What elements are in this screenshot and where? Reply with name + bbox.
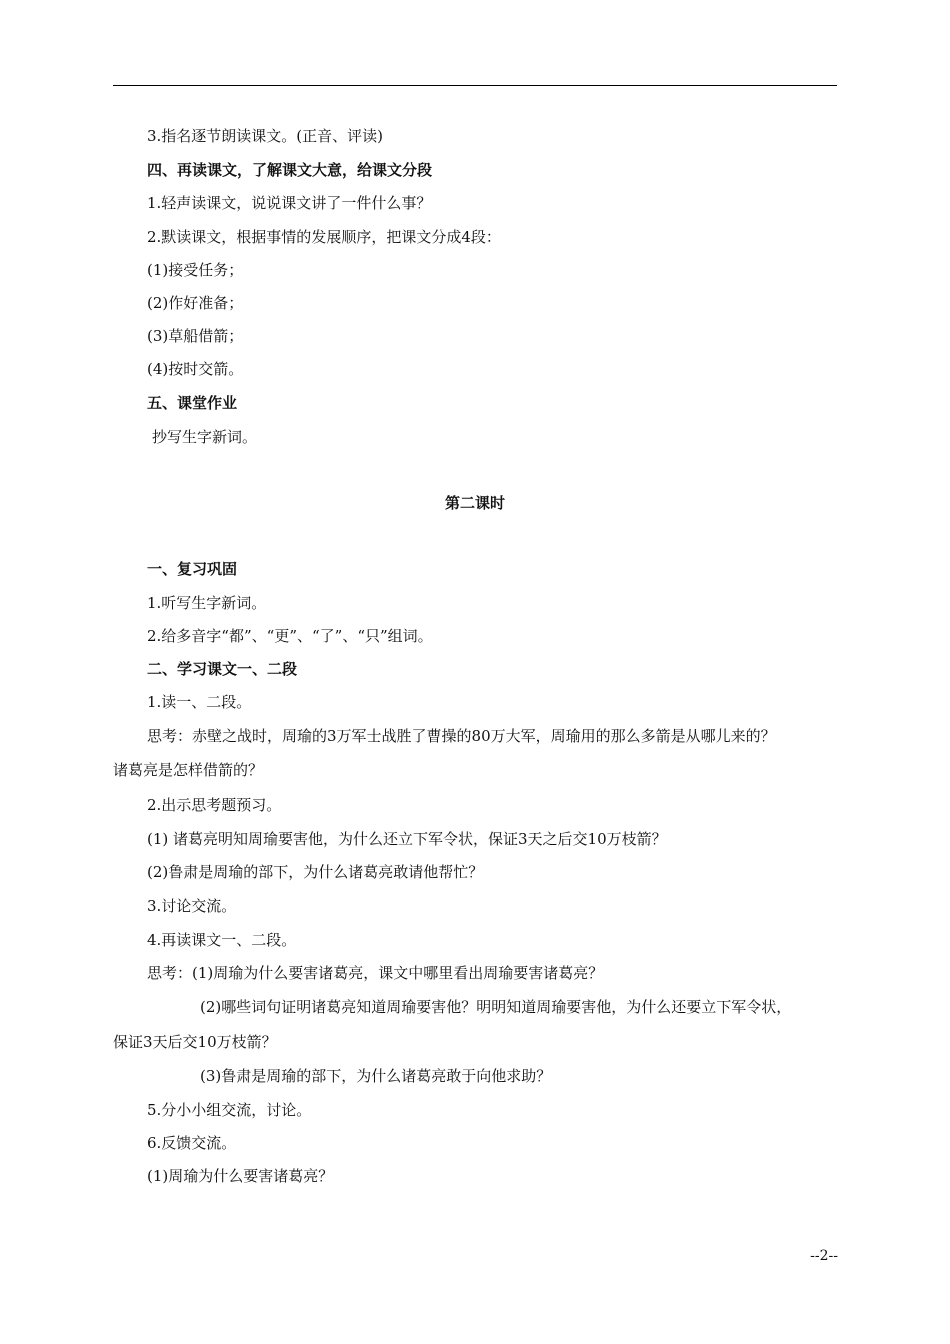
feedback-question-1: (1)周瑜为什么要害诸葛亮？ (147, 1167, 334, 1185)
step-4-reread: 4.再读课文一、二段。 (147, 931, 297, 949)
step-2-divide-text: 2.默读课文，根据事情的发展顺序，把课文分成4段： (147, 228, 501, 246)
step-1-read-softly: 1.轻声读课文，说说课文讲了一件什么事？ (147, 194, 432, 212)
lesson-2-title: 第二课时 (444, 494, 505, 512)
think-item-1: 思考：(1)周瑜为什么要害诸葛亮，课文中哪里看出周瑜要害诸葛亮？ (147, 964, 604, 982)
page-number: --2-- (810, 1248, 838, 1264)
header-rule (113, 85, 837, 86)
think-question-line-2: 诸葛亮是怎样借箭的？ (113, 761, 264, 779)
section-5-heading: 五、课堂作业 (147, 394, 238, 412)
segment-1: (1)接受任务； (147, 261, 244, 279)
think-item-3: (3)鲁肃是周瑜的部下，为什么诸葛亮敢于向他求助？ (200, 1067, 552, 1085)
section-1-heading: 一、复习巩固 (147, 560, 238, 578)
step-6-feedback: 6.反馈交流。 (147, 1134, 237, 1152)
step-3-discuss: 3.讨论交流。 (147, 897, 237, 915)
homework-copy-words: 抄写生字新词。 (152, 428, 258, 446)
step-2-show-questions: 2.出示思考题预习。 (147, 796, 282, 814)
question-2: (2)鲁肃是周瑜的部下，为什么诸葛亮敢请他帮忙？ (147, 863, 484, 881)
think-question-line-1: 思考：赤壁之战时，周瑜的3万军士战胜了曹操的80万大军，周瑜用的那么多箭是从哪儿来的？ (147, 727, 776, 745)
step-1-read-paragraphs: 1.读一、二段。 (147, 693, 252, 711)
step-3-read-aloud: 3.指名逐节朗读课文。(正音、评读) (147, 127, 384, 145)
step-2-polyphonic: 2.给多音字“都”、“更”、“了”、“只”组词。 (147, 627, 433, 645)
think-item-2-line-1: (2)哪些词句证明诸葛亮知道周瑜要害他？明明知道周瑜要害他，为什么还要立下军令状， (200, 998, 792, 1016)
section-4-heading: 四、再读课文，了解课文大意，给课文分段 (147, 161, 433, 179)
question-1: (1) 诸葛亮明知周瑜要害他，为什么还立下军令状，保证3天之后交10万枝箭？ (147, 830, 667, 848)
step-5-group-discussion: 5.分小小组交流，讨论。 (147, 1101, 312, 1119)
step-1-dictation: 1.听写生字新词。 (147, 594, 267, 612)
segment-3: (3)草船借箭； (147, 327, 244, 345)
think-item-2-line-2: 保证3天后交10万枝箭？ (113, 1033, 277, 1051)
section-2-heading: 二、学习课文一、二段 (147, 660, 298, 678)
segment-4: (4)按时交箭。 (147, 360, 244, 378)
segment-2: (2)作好准备； (147, 294, 244, 312)
